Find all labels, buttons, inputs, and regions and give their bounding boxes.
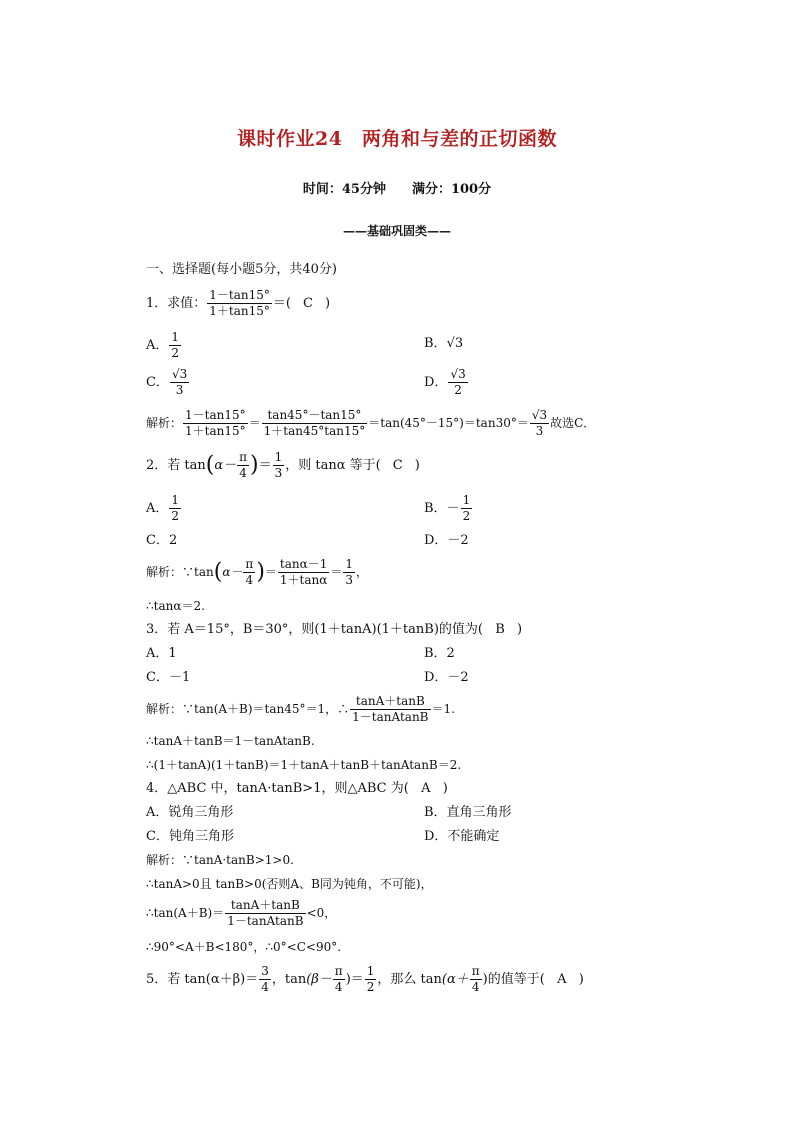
q4-option-d: D．不能确定 — [424, 829, 500, 844]
q4-option-c: C．钝角三角形 — [146, 829, 234, 844]
page-title: 课时作业24 两角和与差的正切函数 — [237, 128, 557, 150]
time-limit: 时间：45分钟 — [302, 182, 386, 197]
q2-option-a: A． $\frac{1}{2}$ — [146, 493, 180, 523]
q4-option-a: A．锐角三角形 — [146, 805, 234, 820]
question-5: 5．若 tan(α＋β)＝ $\frac{3}{4}$ ，tan(β－ $\frac{\pi}{4}$ )＝ $\frac{1}{2}$ ，那么 tan(α＋ $\frac{\pi}{4}$ )的值等于( A ) — [146, 964, 584, 994]
q2-option-c: C．2 — [146, 533, 178, 548]
q4-solution-line1: 解析：∵tanA·tanB>1>0. — [146, 853, 294, 867]
q3-solution-line2: ∴tanA＋tanB＝1－tanAtanB. — [146, 734, 315, 748]
q5-answer: A — [557, 972, 567, 987]
q2-solution-line2: ∴tanα＝2. — [146, 599, 205, 613]
q1-fraction: $\frac{1-\tan 15^\circ}{1+\tan 15^\circ}$ — [209, 288, 270, 318]
q3-answer: B — [495, 622, 505, 637]
q3-solution-line3: ∴(1＋tanA)(1＋tanB)＝1＋tanA＋tanB＋tanAtanB＝2. — [146, 758, 462, 772]
q4-answer: A — [421, 781, 431, 796]
question-3: 3．若 A＝15°，B＝30°，则(1＋tanA)(1＋tanB)的值为( B ) — [146, 622, 523, 637]
q1-option-d: D． $\frac{√3}{2}$ — [424, 367, 466, 397]
exam-meta — [0, 178, 794, 197]
q2-option-d: D．－2 — [424, 533, 469, 548]
question-1: 1．求值： $\frac{1-\tan 15^\circ}{1+\tan 15^\circ}$ ＝( C ) — [146, 288, 331, 318]
q1-solution: 解析： $\frac{1-\tan 15^\circ}{1+\tan 15^\circ}$ ＝ $\frac{\tan 45^\circ-\tan 15^\circ}{1+\tan 45^\circ\tan 15^\circ}$ ＝tan(45°－15°)＝tan30°＝ $\frac{√3}{3}$ 故选C． — [146, 408, 596, 438]
q4-solution-line2: ∴tanA>0且 tanB>0(否则A、B同为钝角，不可能)， — [146, 877, 433, 891]
section-heading: 一、选择题(每小题5分，共40分) — [146, 262, 337, 277]
q3-option-b: B．2 — [424, 646, 455, 661]
q1-option-a: A． $\frac{1}{2}$ — [146, 330, 180, 360]
q4-solution-line4: ∴90°<A＋B<180°，∴0°<C<90°. — [146, 940, 342, 954]
q1-option-b: B．√3 — [424, 336, 464, 351]
q3-solution: 解析：∵tan(A＋B)＝tan45°＝1，∴ $\frac{\tan A+\tan B}{\text{1－tanAtanB}}$ ＝1. — [146, 694, 455, 724]
question-4: 4．△ABC 中，tanA·tanB>1，则△ABC 为( A ) — [146, 781, 448, 796]
full-score: 满分：100分 — [411, 182, 492, 197]
question-2: 2．若 tan(α－ $\frac{\pi}{4}$ )＝ $\frac{1}{3}$ ，则 tanα 等于( C ) — [146, 450, 420, 480]
q2-solution: 解析：∵tan(α－ $\frac{\pi}{4}$ )＝ $\frac{\tan\alpha-1}{1+\tan\alpha}$ ＝ $\frac{1}{3}$ ， — [146, 557, 369, 587]
q3-option-d: D．－2 — [424, 670, 469, 685]
q4-solution-line3: ∴tan(A＋B)＝ $\frac{\tan A+\tan B}{\text{1－tanAtanB}}$ <0， — [146, 898, 337, 928]
q3-option-a: A．1 — [146, 646, 177, 661]
q2-option-b: B．－ $\frac{1}{2}$ — [424, 493, 471, 523]
q4-option-b: B．直角三角形 — [424, 805, 512, 820]
q2-answer: C — [392, 458, 403, 473]
q3-option-c: C．－1 — [146, 670, 191, 685]
section-divider: ——基础巩固类—— — [342, 224, 451, 238]
q1-answer: C — [303, 296, 313, 311]
q1-option-c: C． $\frac{√3}{3}$ — [146, 367, 188, 397]
